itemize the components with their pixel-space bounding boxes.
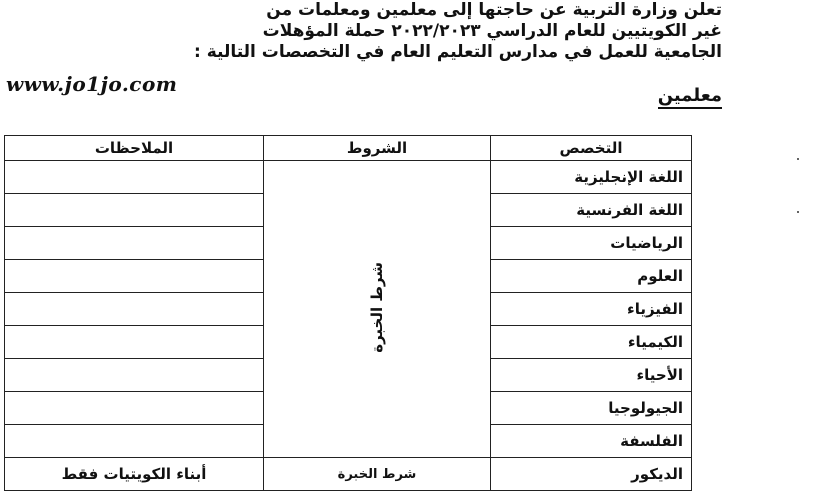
announcement-text (82, 0, 722, 63)
specialty-cell: الأحياء (491, 359, 692, 392)
specialties-table (4, 135, 692, 491)
condition-merged-cell (264, 161, 491, 458)
notes-cell (5, 194, 264, 227)
header-specialty: التخصص (491, 136, 692, 161)
header-conditions: الشروط (264, 136, 491, 161)
notes-cell (5, 392, 264, 425)
specialty-cell: اللغة الفرنسية (491, 194, 692, 227)
notes-cell (5, 425, 264, 458)
specialty-cell: العلوم (491, 260, 692, 293)
notes-cell (5, 293, 264, 326)
notes-cell (5, 260, 264, 293)
experience-condition-label: شرط الخبرة (368, 261, 386, 353)
specialty-cell: الرياضيات (491, 227, 692, 260)
table-row (5, 458, 692, 491)
table-row (5, 161, 692, 194)
section-title: معلمين (658, 85, 722, 109)
specialty-cell: الجيولوجيا (491, 392, 692, 425)
announcement-line-2: غير الكويتيين للعام الدراسي ٢٠٢٢/٢٠٢٣ حملة المؤهلات (262, 21, 722, 41)
notes-cell (5, 326, 264, 359)
specialty-cell: الفلسفة (491, 425, 692, 458)
notes-cell: أبناء الكويتيات فقط (5, 458, 264, 491)
scan-dot (797, 211, 799, 213)
header-notes: الملاحظات (5, 136, 264, 161)
specialty-cell: اللغة الإنجليزية (491, 161, 692, 194)
notes-cell (5, 161, 264, 194)
specialty-cell: الفيزياء (491, 293, 692, 326)
condition-cell: شرط الخبرة (264, 458, 491, 491)
specialty-cell: الديكور (491, 458, 692, 491)
notes-cell (5, 227, 264, 260)
scan-dot (797, 158, 799, 160)
specialty-cell: الكيمياء (491, 326, 692, 359)
announcement-line-3: الجامعية للعمل في مدارس التعليم العام في التخصصات التالية : (194, 42, 722, 62)
table-header-row (5, 136, 692, 161)
notes-cell (5, 359, 264, 392)
announcement-line-1: تعلن وزارة التربية عن حاجتها إلى معلمين ومعلمات من (266, 0, 722, 20)
website-watermark: www.jo1jo.com (6, 72, 178, 96)
